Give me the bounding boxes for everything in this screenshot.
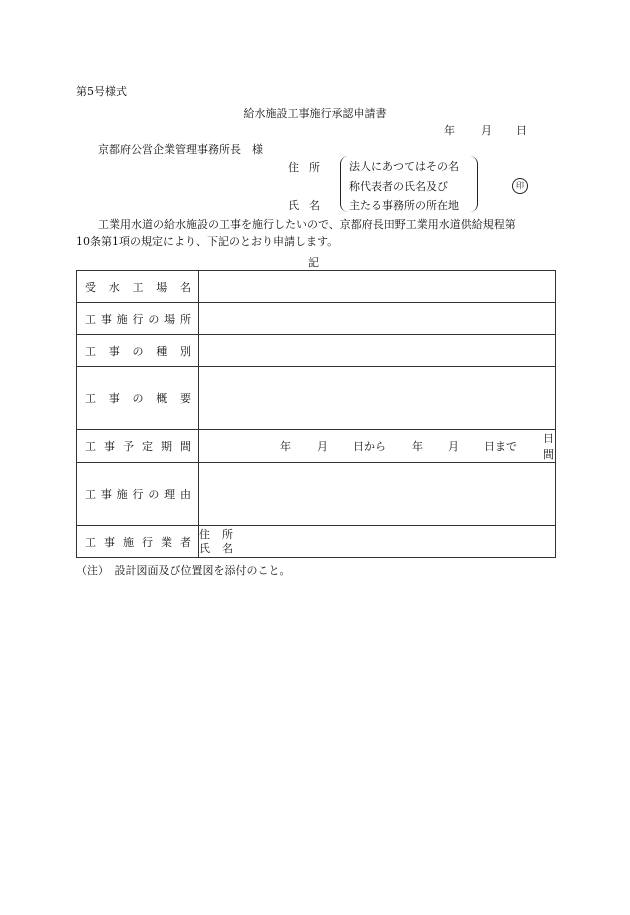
row-label-char: 工 [85, 312, 96, 326]
note-text: （注） 設計図面及び位置図を添付のこと。 [76, 564, 291, 577]
row-label-char: 種 [156, 344, 168, 358]
row-label-char: 施 [123, 535, 134, 549]
row-label-char: 所 [179, 312, 191, 326]
table-row [77, 271, 556, 303]
row-label-char: 工 [85, 440, 96, 453]
row-label-char: 事 [104, 535, 115, 549]
table-row [77, 335, 556, 367]
row-label-char: 由 [179, 488, 191, 501]
row-label-char: 行 [132, 312, 144, 326]
row-label-char: 水 [108, 280, 120, 294]
row-label-char: 者 [180, 535, 191, 549]
period-year-2: 年 [412, 440, 423, 453]
date-day: 日 [516, 124, 527, 137]
row-label-char: 受 [85, 280, 96, 294]
row-label-char: 要 [180, 392, 191, 405]
row-label-char: の [148, 312, 160, 326]
table-row [77, 367, 556, 430]
date-year: 年 [444, 124, 455, 137]
row-label-char: 別 [180, 344, 191, 358]
period-day-from: 日から [353, 440, 386, 453]
row-label-char: の [132, 392, 144, 405]
row-label-summary [77, 367, 199, 430]
bracket-line-1: 法人にあつてはその名 [349, 160, 459, 173]
row-label-char: 事 [108, 392, 120, 405]
row-label-char: 工 [85, 535, 96, 549]
row-label-char: 施 [116, 312, 128, 326]
table-row [77, 303, 556, 335]
row-label-factory [77, 271, 199, 303]
period-month-2: 月 [448, 440, 459, 453]
row-label-char: 行 [142, 535, 153, 549]
body-text-line-2: 10条第1項の規定により、下記のとおり申請します。 [76, 235, 339, 248]
row-label-char: 工 [132, 280, 144, 294]
row-label-char: 予 [123, 440, 134, 453]
row-label-char: 事 [100, 312, 112, 326]
construction-summary-field[interactable] [199, 367, 556, 430]
row-label-char: の [132, 344, 144, 358]
construction-type-field[interactable] [199, 335, 556, 367]
period-year-1: 年 [280, 440, 291, 453]
table-row [77, 526, 556, 558]
addressee: 京都府公営企業管理事務所長 様 [98, 143, 263, 156]
row-label-char: 期 [161, 440, 172, 453]
row-label-type [77, 335, 199, 367]
row-label-char: 場 [156, 280, 168, 294]
row-label-location [77, 303, 199, 335]
row-label-char: 場 [164, 312, 176, 326]
row-label-char: 事 [104, 440, 115, 453]
date-month: 月 [481, 124, 492, 137]
document-title: 給水施設工事施行承認申請書 [243, 107, 387, 120]
row-label-char: 概 [156, 392, 168, 405]
row-label-char: 事 [108, 344, 120, 358]
table-row [77, 463, 556, 526]
bracket-line-3: 主たる事務所の所在地 [349, 199, 459, 212]
row-label-char: 施 [116, 488, 128, 501]
row-label-contractor [77, 526, 199, 558]
row-label-char: 工 [85, 488, 96, 501]
form-number: 第5号様式 [76, 85, 127, 98]
row-label-char: 行 [132, 488, 144, 501]
row-label-char: 間 [180, 440, 191, 453]
bracket-line-2: 称代表者の氏名及び [349, 180, 448, 193]
row-label-char: 事 [100, 488, 112, 501]
row-label-char: 工 [85, 344, 96, 358]
contractor-field[interactable] [199, 526, 556, 558]
row-label-char: の [148, 488, 160, 501]
construction-location-field[interactable] [199, 303, 556, 335]
row-label-reason [77, 463, 199, 526]
applicant-name-label: 氏名 [288, 199, 330, 212]
period-day-to: 日まで [484, 440, 517, 453]
factory-name-field[interactable] [199, 271, 556, 303]
row-label-char: 理 [164, 488, 176, 501]
row-label-char: 定 [142, 440, 153, 453]
applicant-address-label: 住所 [288, 161, 330, 174]
row-label-char: 名 [180, 280, 191, 294]
construction-reason-field[interactable] [199, 463, 556, 526]
seal-mark: 印 [512, 178, 528, 194]
contractor-name-label: 氏名 [199, 541, 245, 555]
period-days: 日間 [543, 432, 554, 461]
row-label-char: 工 [85, 392, 96, 405]
table-row [77, 430, 556, 463]
row-label-char: 業 [161, 535, 172, 549]
period-month-1: 月 [317, 440, 328, 453]
ki-heading: 記 [308, 256, 319, 269]
application-table [76, 270, 556, 558]
body-text-line-1: 工業用水道の給水施設の工事を施行したいので、京都府長田野工業用水道供給規程第 [98, 218, 516, 231]
row-label-period [77, 430, 199, 463]
contractor-address-label: 住所 [199, 527, 245, 541]
construction-period-field[interactable] [199, 430, 556, 463]
